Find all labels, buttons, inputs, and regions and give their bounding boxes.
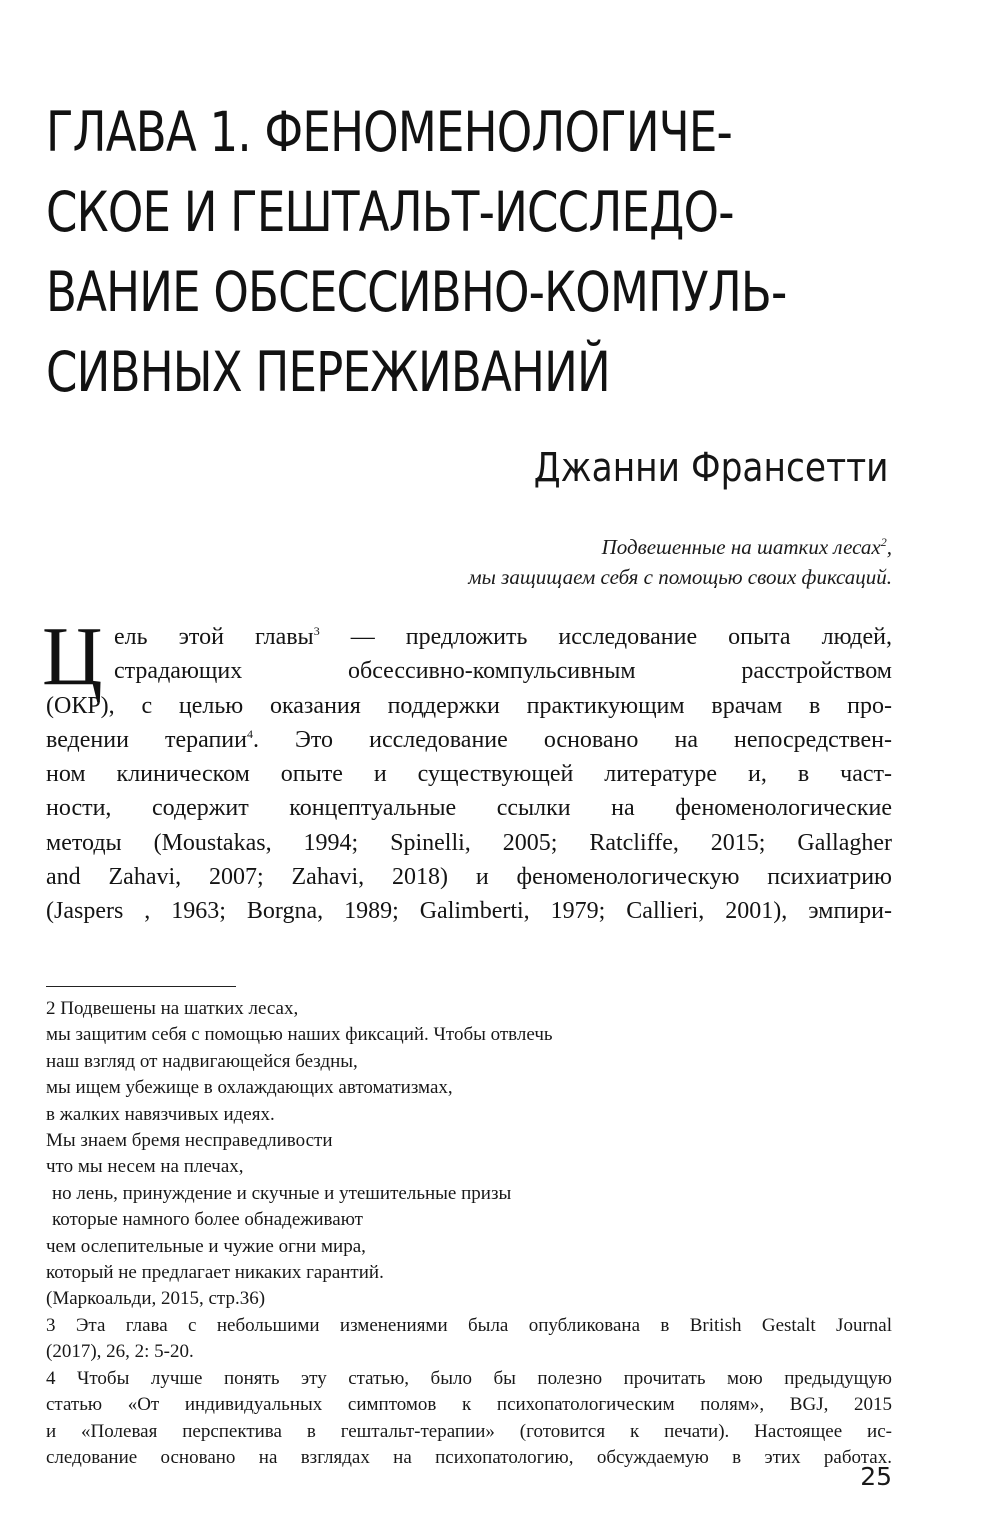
page-number: 25 xyxy=(860,1462,892,1491)
footnote-line: в жалких навязчивых идеях. xyxy=(46,1103,275,1125)
chapter-title-line: СИВНЫХ ПЕРЕЖИВАНИЙ xyxy=(46,340,610,404)
author-name: Джанни Франсетти xyxy=(533,445,888,491)
footnote-line: (2017), 26, 2: 5-20. xyxy=(46,1341,194,1363)
body-paragraph xyxy=(42,610,892,929)
footnotes xyxy=(46,996,892,1471)
footnote-line: и «Полевая перспектива в гештальт-терапии» (готовится к печати). Настоящее ис- xyxy=(46,1420,892,1442)
footnote-line: что мы несем на плечах, xyxy=(46,1156,244,1178)
footnote-line: мы защитим себя с помощью наших фиксаций. Чтобы отвлечь xyxy=(46,1024,553,1046)
epigraph xyxy=(468,532,892,592)
body-line: ности, содержит концептуальные ссылки на феноменологические xyxy=(46,795,892,822)
body-line: and Zahavi, 2007; Zahavi, 2018) и феноменологическую психиатрию xyxy=(46,864,892,891)
footnote-line: чем ослепительные и чужие огни мира, xyxy=(46,1235,366,1257)
footnote-line: мы ищем убежище в охлаждающих автоматизмах, xyxy=(46,1077,453,1099)
chapter-title xyxy=(46,92,907,412)
footnote-line: следование основано на взглядах на психопатологию, обсуждаемую в этих работах. xyxy=(46,1446,892,1468)
footnote-line: статью «От индивидуальных симптомов к психопатологическим полям», BGJ, 2015 xyxy=(46,1394,892,1416)
footnote-ref: 3 xyxy=(313,624,320,638)
body-line: ель этой главы$^3$ — предложить исследование опыта людей, xyxy=(114,624,892,650)
footnote-divider xyxy=(46,986,236,987)
body-line: страдающих обсессивно-компульсивным расстройством xyxy=(114,658,892,685)
chapter-title-line: ГЛАВА 1. ФЕНОМЕНОЛОГИЧЕ- xyxy=(46,100,732,164)
body-line: (ОКР), с целью оказания поддержки практикующим врачам в про- xyxy=(46,692,892,719)
body-line: (Jaspers , 1963; Borgna, 1989; Galimberti, 1979; Callieri, 2001), эмпири- xyxy=(46,898,892,925)
body-line: ведении терапии$^4$. Это исследование основано на непосредствен- xyxy=(46,726,892,753)
epigraph-line: Подвешенные на шатких лесах$^2$, xyxy=(601,535,892,559)
footnote-line: 3 Эта глава с небольшими изменениями была опубликована в British Gestalt Journal xyxy=(46,1314,892,1336)
footnote-line: Мы знаем бремя несправедливости xyxy=(46,1130,333,1152)
chapter-title-line: СКОЕ И ГЕШТАЛЬТ-ИССЛЕДО- xyxy=(46,180,734,244)
footnote-line: который не предлагает никаких гарантий. xyxy=(46,1262,384,1284)
body-line: ном клиническом опыте и существующей литературе и, в част- xyxy=(46,761,892,788)
epigraph-line: мы защищаем себя с помощью своих фиксаций. xyxy=(468,565,892,589)
footnote-ref: 4 xyxy=(246,726,253,741)
body-line: методы (Moustakas, 1994; Spinelli, 2005; Ratcliffe, 2015; Gallagher xyxy=(46,829,892,856)
footnote-line: (Маркоальди, 2015, стр.36) xyxy=(46,1288,266,1310)
drop-cap: Ц xyxy=(42,610,103,703)
footnote-line: которые намного более обнадеживают xyxy=(52,1209,363,1231)
footnote-ref: 2 xyxy=(880,535,887,549)
footnote-line: 4 Чтобы лучше понять эту статью, было бы полезно прочитать мою предыдущую xyxy=(46,1367,892,1389)
footnote-line: 2 Подвешены на шатких лесах, xyxy=(46,998,299,1019)
footnote-line: наш взгляд от надвигающейся бездны, xyxy=(46,1050,358,1072)
footnote-line: но лень, принуждение и скучные и утешительные призы xyxy=(52,1182,512,1204)
chapter-title-line: ВАНИЕ ОБСЕССИВНО-КОМПУЛЬ- xyxy=(46,260,787,324)
